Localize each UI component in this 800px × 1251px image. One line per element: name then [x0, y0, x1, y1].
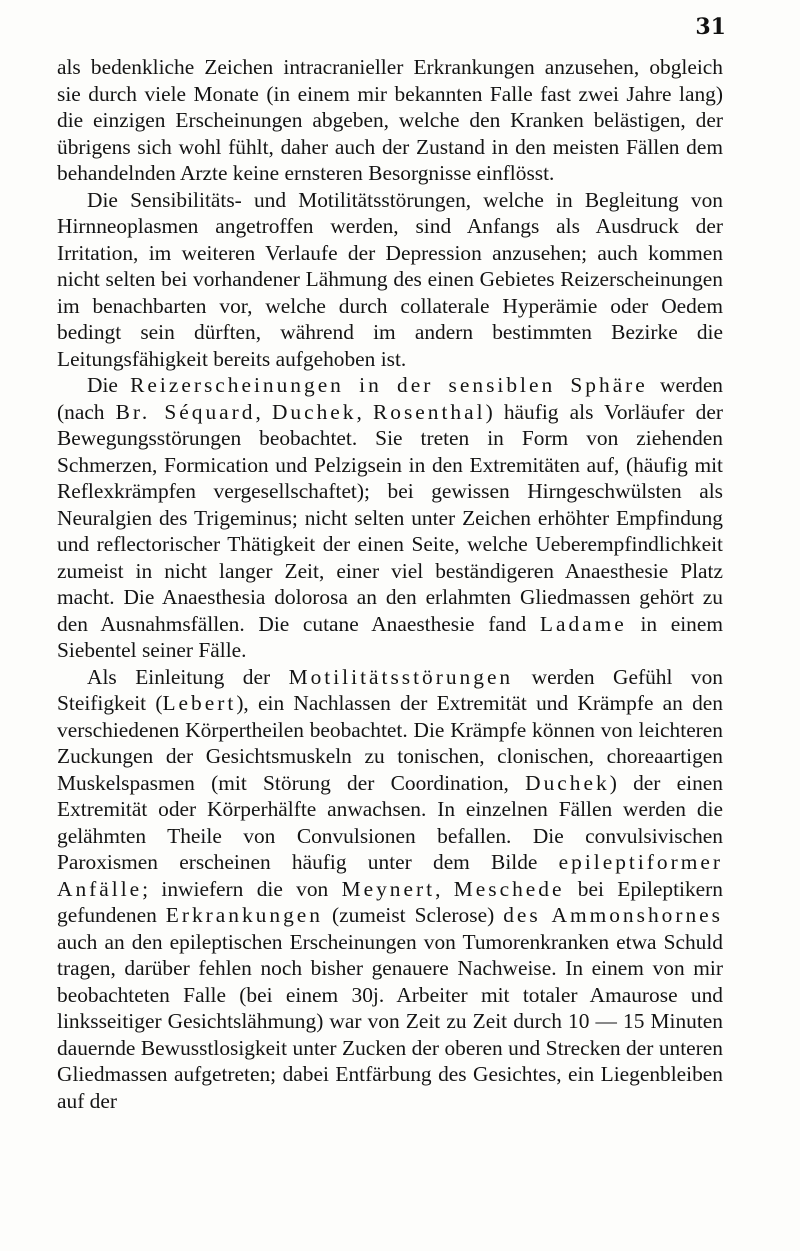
paragraph-4-text: Als Einleitung der: [87, 664, 289, 689]
emphasis-erkrankungen: Erkrankungen: [165, 903, 323, 927]
author-sequard: Br. Séquard: [115, 399, 256, 424]
paragraph-3-text: ,: [255, 399, 272, 424]
paragraph-4: [57, 664, 723, 1115]
page-number: 31: [695, 14, 726, 40]
paragraph-2-text: Die Sensibilitäts- und Motilitätsstörungen, welche in Begleitung von Hirnneoplasmen angetroffen werden, sind Anfangs als Ausdruck der Irritation, im weiteren Verlaufe der Depression anzusehen; auch kommen nicht selten bei vorhandener Lähmung des einen Gebietes Reizerscheinungen im benachbarten vor, welche durch collaterale Hyperämie oder Oedem bedingt sein dürften, während im andern bestimmten Bezirke die Leitungsfähigkeit bereits aufgehoben ist.: [57, 187, 723, 371]
paragraph-4-text: ), ein Nachlassen der Extremität und Krämpfe an den verschiedenen Körpertheilen beobachtet. Die Krämpfe können von leichteren Zuckungen der Gesichtsmuskeln zu tonischen, clonischen, choreaartigen Muskelspasmen (mit Störung der Coordination,: [57, 691, 723, 795]
emphasis-motilitaetsstoerungen: Motilitätsstörungen: [288, 664, 514, 689]
author-rosenthal: Rosenthal: [373, 399, 486, 424]
paragraph-4-text: ,: [435, 876, 454, 901]
emphasis-epileptiformer-anfaelle: epileptiformer Anfälle: [57, 850, 723, 901]
paragraph-3-text: ,: [356, 399, 373, 424]
paragraph-3-text: werden (nach: [57, 373, 724, 424]
paragraph-4-text: ; inwiefern die von: [142, 876, 342, 901]
author-duchek: Duchek: [525, 770, 610, 795]
body-text: [57, 54, 723, 1114]
emphasis-reizerscheinungen: Reizerscheinungen in der sensiblen Sphäre: [130, 373, 648, 397]
author-meynert: Meynert: [341, 876, 436, 901]
paragraph-3-text: in einem Siebentel seiner Fälle.: [57, 611, 723, 662]
author-duchek: Duchek: [271, 399, 357, 424]
paragraph-4-text: werden Gefühl von Steifigkeit (: [57, 664, 724, 715]
author-meschede: Meschede: [453, 876, 565, 901]
author-lebert: Lebert: [162, 691, 237, 715]
paragraph-3-text: Die: [87, 373, 131, 397]
paragraph-3: [57, 372, 723, 664]
paragraph-4-text: ) der einen Extremität oder Körperhälfte anwachsen. In einzelnen Fällen werden die gelähmten Theile von Convulsionen befallen. Die convulsivischen Paroxismen erscheinen häufig unter dem Bilde: [57, 770, 723, 874]
author-ladame: Ladame: [539, 611, 627, 636]
paragraph-2: [57, 187, 723, 373]
paragraph-1-text: als bedenkliche Zeichen intracranieller Erkrankungen anzusehen, obgleich sie durch viele Monate (in einem mir bekannten Falle fast zwei Jahre lang) die einzigen Erscheinungen abgeben, welche den Kranken belästigen, der übrigens sich wohl fühlt, daher auch der Zustand in den meisten Fällen dem behandelnden Arzte keine ernsteren Besorgnisse einflösst.: [57, 55, 723, 185]
paragraph-1: [57, 54, 723, 187]
paragraph-4-text: auch an den epileptischen Erscheinungen von Tumorenkranken etwa Schuld tragen, darüber fehlen noch bisher genauere Nachweise. In einem von mir beobachteten Falle (bei einem 30j. Arbeiter mit totaler Amaurose und linksseitiger Gesichtslähmung) war von Zeit zu Zeit durch 10 — 15 Minuten dauernde Bewusstlosigkeit unter Zucken der oberen und Strecken der unteren Gliedmassen aufgetreten; dabei Entfärbung des Gesichtes, ein Liegenbleiben auf der: [57, 929, 723, 1113]
paragraph-3-text: ) häufig als Vorläufer der Bewegungsstörungen beobachtet. Sie treten in Form von ziehenden Schmerzen, Formication und Pelzigsein in den Extremitäten auf, (häufig mit Reflexkrämpfen vergesellschaftet); bei gewissen Hirngeschwülsten als Neuralgien des Trigeminus; nicht selten unter Zeichen erhöhter Empfindung und reflectorischer Thätigkeit der einen Seite, welche Ueberempfindlichkeit zumeist in nicht langer Zeit, einer viel beständigeren Anaesthesie Platz macht. Die Anaesthesia dolorosa an den erlahmten Gliedmassen gehört zu den Ausnahmsfällen. Die cutane Anaesthesie fand: [57, 399, 723, 636]
paragraph-4-text: (zumeist Sclerose): [322, 903, 504, 927]
emphasis-ammonshornes: des Ammonshornes: [503, 903, 723, 927]
paragraph-4-text: bei Epileptikern gefundenen: [57, 876, 723, 927]
